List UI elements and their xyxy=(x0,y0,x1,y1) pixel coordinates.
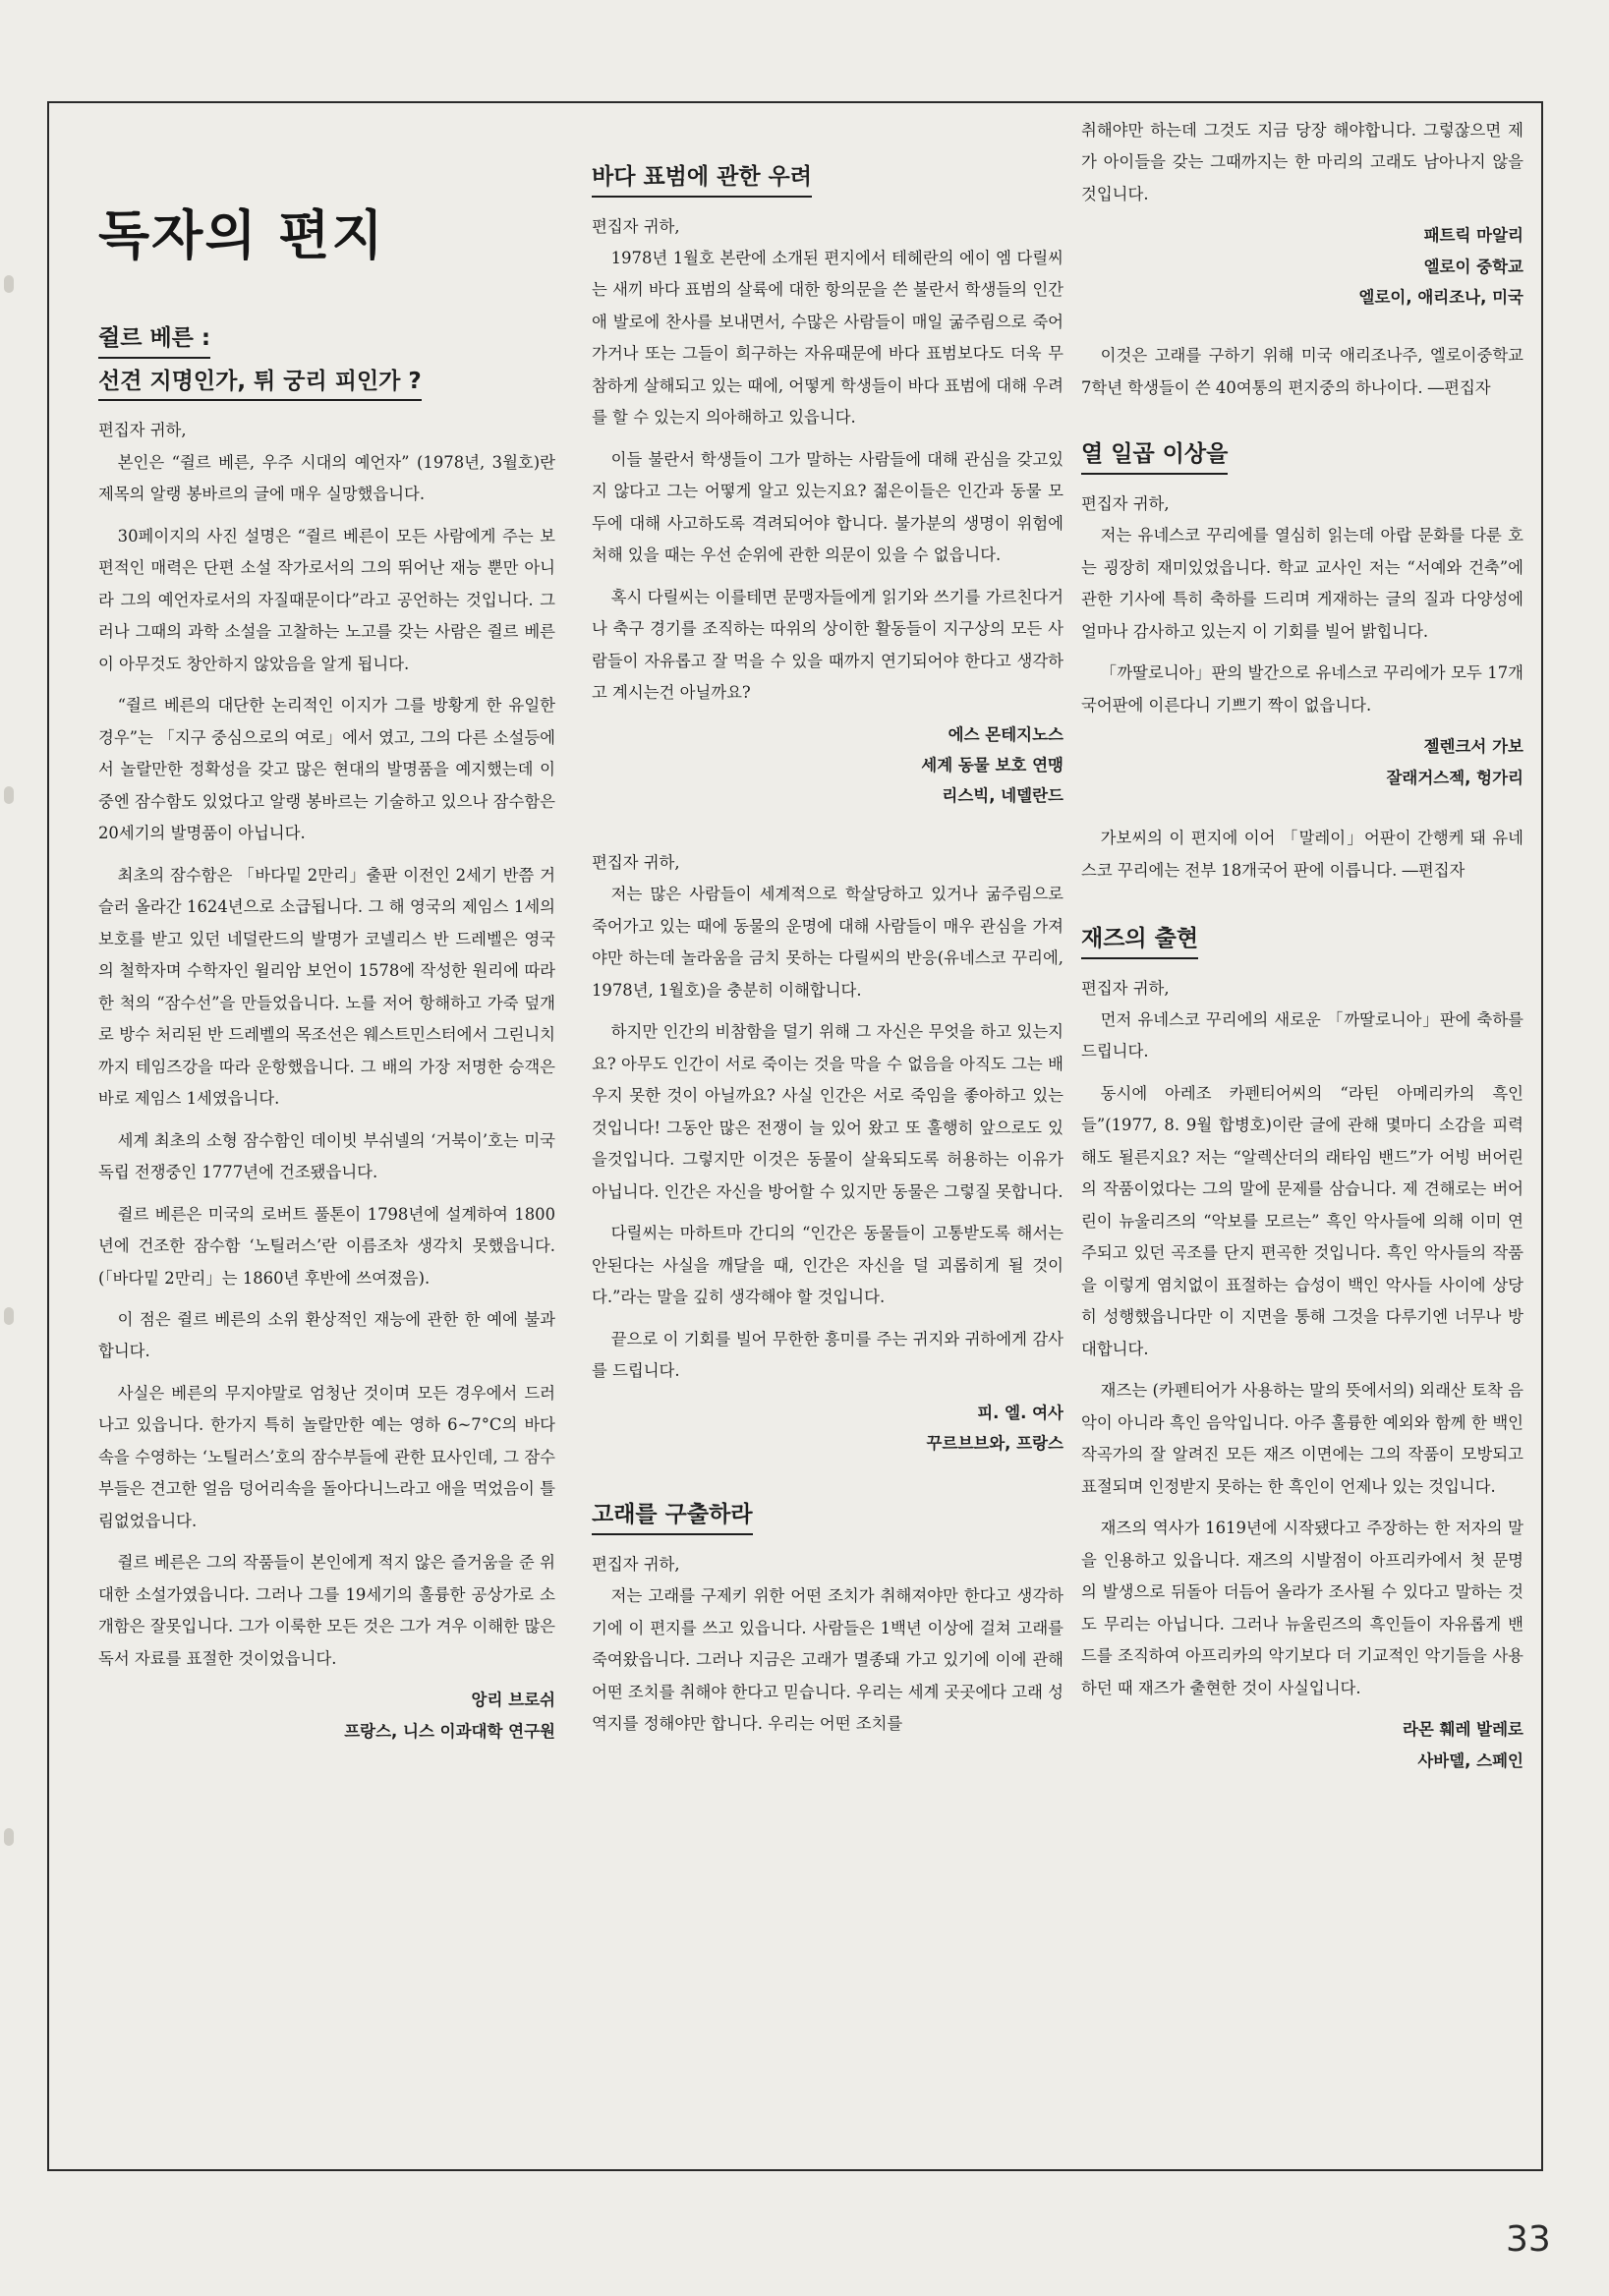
signature-name: 패트릭 마알리 xyxy=(1423,226,1523,246)
signature-name: 피. 엘. 여사 xyxy=(977,1403,1063,1422)
paragraph: 1978년 1월호 본란에 소개된 편지에서 테헤란의 에이 엠 다릴씨는 새끼 바다 표범의 살륙에 대한 항의문을 쓴 불란서 학생들의 인간애 발로에 찬사를 보내면서, 수많은 사람들이 매일 굶주림으로 죽어가거나 또는 그들이 희구하는 자유때문에 바다 표범보다도 더욱 무참하게 살해되고 있는 때에, 어떻게 학생들이 바다 표범에 대해 우려를 할 수 있는지 의아해하고 있읍니다. xyxy=(592,248,1063,428)
signature xyxy=(592,719,1063,812)
signature-name: 에스 몬테지노스 xyxy=(948,724,1063,744)
letter-jules-verne xyxy=(98,321,555,1747)
paragraph: 쥘르 베른은 그의 작품들이 본인에게 적지 않은 즐거움을 준 위대한 소설가였읍니다. 그러나 그를 19세기의 훌륭한 공상가로 소개함은 잘못입니다. 그가 이룩한 모든 것은 그가 겨우 이해한 많은 독서 자료를 표절한 것이었읍니다. xyxy=(98,1553,555,1668)
paragraph: 하지만 인간의 비참함을 덜기 위해 그 자신은 무엇을 하고 있는지요? 아무도 인간이 서로 죽이는 것을 막을 수 없음을 아직도 그는 배우지 못한 것이 아닐까요? 사실 인간은 서로 죽임을 좋아하고 있는 것입니다! 그동안 많은 전쟁이 늘 있어 왔고 또 훌행히 앞으로도 있을것입니다. 그렇지만 이것은 동물이 살육되도록 허용하는 이유가 아닙니다. 인간은 자신을 방어할 수 있지만 동물은 그렇질 못합니다. xyxy=(592,1022,1063,1201)
paragraph: 동시에 아레조 카펜티어씨의 “라틴 아메리카의 흑인들”(1977, 8. 9월 합병호)이란 글에 관해 몇마디 소감을 피력해도 될른지요? 저는 “알렉산더의 래타임 밴드”가 어빙 버어린의 작품이었다는 그의 말에 문제를 삼습니다. 제 견해로는 버어린이 뉴울리즈의 “악보를 모르는” 흑인 악사들에 의해 이미 연주되고 있던 곡조를 단지 편곡한 것입니다. 흑인 악사들의 작품을 이렇게 염치없이 표절하는 습성이 백인 악사들 사이에 상당히 성행했읍니다만 이 지면을 통해 그것을 다루기엔 너무나 방대합니다. xyxy=(1081,1083,1523,1358)
paragraph: 저는 고래를 구제키 위한 어떤 조치가 취해져야만 한다고 생각하기에 이 편지를 쓰고 있읍니다. 사람들은 1백년 이상에 걸쳐 고래를 죽여왔읍니다. 그러나 지금은 고래가 멸종돼 가고 있기에 이에 관해 어떤 조치를 취해야 한다고 믿습니다. 우리는 세계 곳곳에다 고래 성역지를 정해야만 합니다. 우리는 어떤 조치를 xyxy=(592,1586,1063,1734)
paragraph: 끝으로 이 기회를 빌어 무한한 흥미를 주는 귀지와 귀하에게 감사를 드립니다. xyxy=(592,1329,1063,1381)
paragraph: 30페이지의 사진 설명은 “쥘르 베른이 모든 사람에게 주는 보편적인 매력은 단편 소설 작가로서의 그의 뛰어난 재능 뿐만 아니라 그의 예언자로서의 자질때문이다”라고 공언하는 것입니다. 그러나 그때의 과학 소설을 고찰하는 노고를 갖는 사람은 쥘르 베른이 아무것도 창안하지 않았음을 알게 됩니다. xyxy=(98,526,555,673)
signature xyxy=(98,1685,555,1747)
binding-hole xyxy=(4,1307,14,1325)
letter-jazz xyxy=(1081,922,1523,1776)
letter-heading: 열 일곱 이상을 xyxy=(1081,437,1228,475)
signature-place: 엘로이, 애리조나, 미국 xyxy=(1358,288,1523,308)
salutation: 편집자 귀하, xyxy=(592,216,680,236)
letter-heading: 쥘르 베른 : xyxy=(98,321,210,359)
paragraph: 재즈는 (카펜티어가 사용하는 말의 뜻에서의) 외래산 토착 음악이 아니라 흑인 음악입니다. 아주 훌륭한 예외와 함께 한 백인 작곡가의 잘 알려진 모든 재즈 이면에는 그의 작품이 모방되고 표절되며 인정받지 못하는 한 흑인이 언제나 있는 것입니다. xyxy=(1081,1381,1523,1496)
paragraph: 세계 최초의 소형 잠수함인 데이빗 부쉬넬의 ‘거북이’호는 미국 독립 전쟁중인 1777년에 건조됐읍니다. xyxy=(98,1130,555,1182)
salutation: 편집자 귀하, xyxy=(592,852,680,872)
signature xyxy=(1081,220,1523,313)
paragraph: 취해야만 하는데 그것도 지금 당장 해야합니다. 그렇잖으면 제가 아이들을 갖는 그때까지는 한 마리의 고래도 남아나지 않을것입니다. xyxy=(1081,121,1523,203)
paragraph: 먼저 유네스코 꾸리에의 새로운 「까딸로니아」판에 축하를 드립니다. xyxy=(1081,1009,1523,1062)
column-2 xyxy=(592,103,1063,2169)
letter-heading: 고래를 구출하라 xyxy=(592,1498,753,1535)
paragraph: 이들 불란서 학생들이 그가 말하는 사람들에 대해 관심을 갖고있지 않다고 그는 어떻게 알고 있는지요? 젊은이들은 인간과 동물 모두에 대해 사고하도록 격려되어야 합니다. 불가분의 생명이 위험에 처해 있을 때는 우선 순위에 관한 의문이 있을 수 없읍니다. xyxy=(592,449,1063,565)
letter-whales-continued xyxy=(1081,115,1523,404)
paragraph: 사실은 베른의 무지야말로 엄청난 것이며 모든 경우에서 드러나고 있읍니다. 한가지 특히 놀랄만한 예는 영하 6~7°C의 바다속을 수영하는 ‘노틸러스’호의 잠수부들에 관한 묘사인데, 그 잠수부들은 견고한 얼음 덩어리속을 돌아다니느라고 애을 먹었음이 틀림없었읍니다. xyxy=(98,1383,555,1530)
salutation: 편집자 귀하, xyxy=(1081,978,1170,998)
signature xyxy=(1081,731,1523,793)
salutation: 편집자 귀하, xyxy=(1081,493,1170,513)
binding-hole xyxy=(4,1828,14,1846)
signature-name: 라몬 훼레 발레로 xyxy=(1402,1720,1523,1740)
paragraph: 저는 유네스코 꾸리에를 열심히 읽는데 아랍 문화를 다룬 호는 굉장히 재미있었읍니다. 학교 교사인 저는 “서예와 건축”에 관한 기사에 특히 축하를 드리며 게재하는 글의 질과 다양성에 얼마나 감사하고 있는지 이 기회를 빌어 밝힙니다. xyxy=(1081,526,1523,641)
editor-note: 가보씨의 이 편지에 이어 「말레이」어판이 간행케 돼 유네스코 꾸리에는 전부 18개국어 판에 이릅니다. ―편집자 xyxy=(1081,829,1523,880)
paragraph: 쥘르 베른은 미국의 로버트 풀톤이 1798년에 설계하여 1800년에 건조한 잠수함 ‘노틸러스’란 이름조차 생각치 못했읍니다. (「바다밑 2만리」는 1860년 후반에 쓰여졌음). xyxy=(98,1204,555,1288)
signature-place: 사바델, 스페인 xyxy=(1417,1751,1523,1770)
letter-seals xyxy=(592,160,1063,1459)
salutation: 편집자 귀하, xyxy=(592,1554,680,1574)
paragraph: 최초의 잠수함은 「바다밑 2만리」출판 이전인 2세기 반쯤 거슬러 올라간 1624년으로 소급됩니다. 그 해 영국의 제임스 1세의 보호를 받고 있던 네덜란드의 발명가 코넬리스 반 드레벨은 영국의 철학자며 수학자인 윌리암 보언이 1578에 작성한 원리에 따라 한 척의 “잠수선”을 만들었읍니다. 노를 저어 항해하고 가죽 덮개로 방수 처리된 반 드레벨의 목조선은 웨스트민스터에서 그린니치까지 테임즈강을 따라 운항했읍니다. 그 배의 가장 저명한 승객은 바로 제임스 1세였읍니다. xyxy=(98,865,555,1109)
paragraph: 다릴씨는 마하트마 간디의 “인간은 동물들이 고통받도록 해서는 안된다는 사실을 깨달을 때, 인간은 자신을 덜 괴롭히게 될 것이다.”라는 말을 깊히 생각해야 할 것입니다. xyxy=(592,1224,1063,1307)
page-number: 33 xyxy=(1506,2219,1551,2260)
letter-heading: 선견 지명인가, 튀 궁리 피인가 ? xyxy=(98,365,422,402)
letter-heading: 바다 표범에 관한 우려 xyxy=(592,160,812,198)
signature-place: 리스빅, 네델란드 xyxy=(942,786,1063,806)
signature xyxy=(592,1398,1063,1460)
paragraph: “쥘르 베른의 대단한 논리적인 이지가 그를 방황게 한 유일한 경우”는 「지구 중심으로의 여로」에서 였고, 그의 다른 소설등에서 놀랄만한 정확성을 갖고 많은 현대의 발명품을 예지했는데 이 중엔 잠수함도 있었다고 알랭 봉바르는 기술하고 있으나 잠수함은 20세기의 발명품이 아닙니다. xyxy=(98,696,555,843)
binding-hole xyxy=(4,786,14,804)
signature-affiliation: 엘로이 중학교 xyxy=(1423,257,1523,276)
paragraph: 「까딸로니아」판의 발간으로 유네스코 꾸리에가 모두 17개국어판에 이른다니 기쁘기 짝이 없읍니다. xyxy=(1081,663,1523,715)
column-3 xyxy=(1081,103,1523,2169)
column-1 xyxy=(98,103,555,2169)
signature-place: 잘래거스젝, 헝가리 xyxy=(1386,768,1523,787)
paragraph: 저는 많은 사람들이 세계적으로 학살당하고 있거나 굶주림으로 죽어가고 있는 때에 동물의 운명에 대해 사람들이 매우 관심을 가져야만 하는데 놀라움을 금치 못하는 다릴씨의 반응(유네스코 꾸리에, 1978년, 1월호)을 충분히 이해합니다. xyxy=(592,885,1063,1000)
signature-name: 앙리 브로쉬 xyxy=(471,1691,555,1710)
editor-note: 이것은 고래를 구하기 위해 미국 애리조나주, 엘로이중학교 7학년 학생들이 쓴 40여통의 편지중의 하나이다. ―편집자 xyxy=(1081,346,1523,397)
signature-name: 젤렌크서 가보 xyxy=(1423,737,1523,757)
paragraph: 재즈의 역사가 1619년에 시작됐다고 주장하는 한 저자의 말을 인용하고 있읍니다. 재즈의 시발점이 아프리카에서 첫 문명의 발생으로 뒤돌아 더듬어 올라가 조사될 수 있다고 말하는 것도 무리는 아닙니다. 그러나 뉴울린즈의 흑인들이 자유롭게 밴드를 조직하여 아프리카의 악기보다 더 기교적인 악기들을 사용하던 때 재즈가 출현한 것이 사실입니다. xyxy=(1081,1519,1523,1697)
letter-seventeen xyxy=(1081,437,1523,887)
page-title: 독자의 편지 xyxy=(98,204,385,266)
paragraph: 혹시 다릴씨는 이를테면 문맹자들에게 읽기와 쓰기를 가르친다거나 축구 경기를 조직하는 따위의 상이한 활동들이 지구상의 모든 사람들이 자유롭고 잘 먹을 수 있을 때까지 연기되어야 한다고 생각하고 계시는건 아닐까요? xyxy=(592,587,1063,703)
signature xyxy=(1081,1714,1523,1776)
signature-place: 꾸르브브와, 프랑스 xyxy=(926,1433,1063,1453)
letter-heading: 재즈의 출현 xyxy=(1081,922,1198,959)
letters-frame xyxy=(47,101,1543,2171)
signature-affiliation: 세계 동물 보호 연맹 xyxy=(921,756,1063,775)
salutation: 편집자 귀하, xyxy=(98,421,187,440)
paragraph: 본인은 “쥘르 베른, 우주 시대의 예언자” (1978년, 3월호)란 제목의 알랭 봉바르의 글에 매우 실망했읍니다. xyxy=(98,452,555,504)
letter-whales xyxy=(592,1498,1063,1740)
signature-affiliation: 프랑스, 니스 이과대학 연구원 xyxy=(344,1721,555,1741)
paragraph: 이 점은 쥘르 베른의 소위 환상적인 재능에 관한 한 예에 불과합니다. xyxy=(98,1309,555,1361)
binding-hole xyxy=(4,275,14,293)
